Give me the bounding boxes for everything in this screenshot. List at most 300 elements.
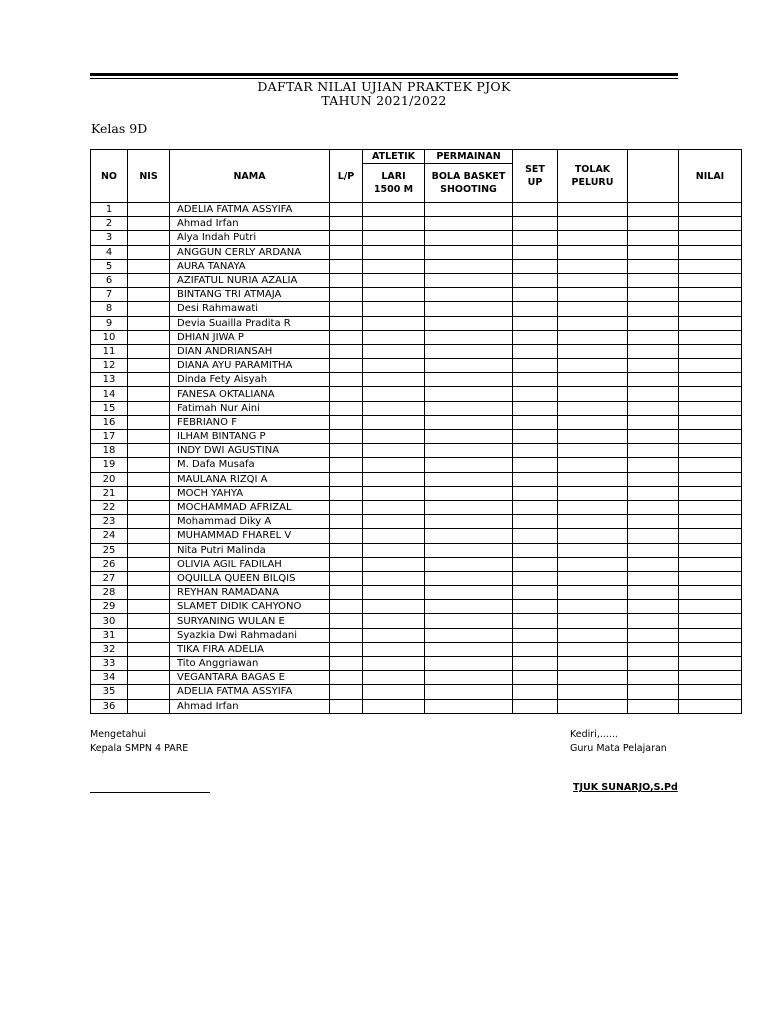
cell-lp (330, 628, 363, 642)
cell-lp (330, 571, 363, 585)
cell-lari (363, 387, 425, 401)
cell-lari (363, 288, 425, 302)
cell-basket (425, 529, 513, 543)
cell-name: ILHAM BINTANG P (170, 430, 330, 444)
cell-no: 25 (91, 543, 128, 557)
cell-name: DIANA AYU PARAMITHA (170, 359, 330, 373)
cell-tolak (558, 217, 628, 231)
table-row (91, 600, 742, 614)
cell-lari (363, 373, 425, 387)
cell-lari (363, 401, 425, 415)
cell-blank (628, 614, 679, 628)
cell-blank (628, 515, 679, 529)
cell-lari (363, 657, 425, 671)
cell-tolak (558, 330, 628, 344)
class-label: Kelas 9D (91, 121, 148, 136)
cell-lp (330, 288, 363, 302)
cell-tolak (558, 231, 628, 245)
cell-basket (425, 273, 513, 287)
cell-setup (513, 273, 558, 287)
cell-lp (330, 344, 363, 358)
cell-nis (128, 217, 170, 231)
cell-no: 36 (91, 699, 128, 713)
cell-name: Devia Suailla Pradita R (170, 316, 330, 330)
table-row (91, 288, 742, 302)
cell-no: 7 (91, 288, 128, 302)
cell-name: OLIVIA AGIL FADILAH (170, 557, 330, 571)
cell-setup (513, 373, 558, 387)
cell-setup (513, 330, 558, 344)
cell-nis (128, 302, 170, 316)
cell-nilai (679, 500, 742, 514)
cell-nis (128, 444, 170, 458)
cell-nilai (679, 316, 742, 330)
cell-nilai (679, 401, 742, 415)
cell-lp (330, 430, 363, 444)
cell-no: 22 (91, 500, 128, 514)
cell-tolak (558, 472, 628, 486)
cell-no: 23 (91, 515, 128, 529)
cell-name: DIAN ANDRIANSAH (170, 344, 330, 358)
cell-lp (330, 330, 363, 344)
cell-nilai (679, 685, 742, 699)
cell-tolak (558, 430, 628, 444)
cell-basket (425, 472, 513, 486)
cell-lari (363, 515, 425, 529)
cell-tolak (558, 344, 628, 358)
table-row (91, 344, 742, 358)
cell-lp (330, 415, 363, 429)
table-row (91, 245, 742, 259)
cell-tolak (558, 685, 628, 699)
cell-tolak (558, 628, 628, 642)
cell-lari (363, 642, 425, 656)
document-title: DAFTAR NILAI UJIAN PRAKTEK PJOK (257, 79, 511, 94)
header-atletik: ATLETIK (363, 150, 425, 164)
cell-name: Alya Indah Putri (170, 231, 330, 245)
cell-setup (513, 259, 558, 273)
cell-nis (128, 288, 170, 302)
cell-nilai (679, 642, 742, 656)
cell-lp (330, 515, 363, 529)
cell-basket (425, 571, 513, 585)
cell-basket (425, 316, 513, 330)
cell-name: FEBRIANO F (170, 415, 330, 429)
table-row (91, 529, 742, 543)
cell-name: ANGGUN CERLY ARDANA (170, 245, 330, 259)
header-lari: LARI 1500 M (363, 164, 425, 203)
cell-blank (628, 387, 679, 401)
cell-blank (628, 344, 679, 358)
cell-lari (363, 543, 425, 557)
cell-blank (628, 373, 679, 387)
cell-basket (425, 628, 513, 642)
cell-lp (330, 642, 363, 656)
cell-blank (628, 444, 679, 458)
table-row (91, 657, 742, 671)
cell-no: 18 (91, 444, 128, 458)
principal-signature-line (90, 792, 210, 793)
cell-blank (628, 415, 679, 429)
cell-setup (513, 359, 558, 373)
cell-nilai (679, 373, 742, 387)
cell-tolak (558, 203, 628, 217)
cell-no: 13 (91, 373, 128, 387)
cell-lari (363, 500, 425, 514)
cell-basket (425, 430, 513, 444)
cell-nilai (679, 387, 742, 401)
cell-nilai (679, 600, 742, 614)
cell-lp (330, 359, 363, 373)
cell-setup (513, 571, 558, 585)
cell-no: 10 (91, 330, 128, 344)
cell-lari (363, 628, 425, 642)
cell-lp (330, 203, 363, 217)
cell-setup (513, 543, 558, 557)
cell-no: 19 (91, 458, 128, 472)
cell-nis (128, 415, 170, 429)
header-nilai: NILAI (679, 150, 742, 203)
cell-no: 15 (91, 401, 128, 415)
cell-lp (330, 500, 363, 514)
cell-tolak (558, 529, 628, 543)
cell-setup (513, 515, 558, 529)
cell-blank (628, 657, 679, 671)
cell-nis (128, 600, 170, 614)
table-row (91, 273, 742, 287)
cell-nilai (679, 359, 742, 373)
table-row (91, 543, 742, 557)
cell-name: ADELIA FATMA ASSYIFA (170, 685, 330, 699)
cell-tolak (558, 586, 628, 600)
cell-lari (363, 586, 425, 600)
cell-tolak (558, 288, 628, 302)
cell-lari (363, 330, 425, 344)
cell-lari (363, 685, 425, 699)
cell-no: 1 (91, 203, 128, 217)
cell-blank (628, 231, 679, 245)
cell-blank (628, 359, 679, 373)
cell-basket (425, 373, 513, 387)
cell-blank (628, 571, 679, 585)
cell-basket (425, 586, 513, 600)
cell-setup (513, 415, 558, 429)
table-row (91, 586, 742, 600)
cell-no: 16 (91, 415, 128, 429)
cell-nis (128, 699, 170, 713)
table-row (91, 444, 742, 458)
cell-lp (330, 557, 363, 571)
cell-tolak (558, 373, 628, 387)
cell-blank (628, 500, 679, 514)
cell-name: Dinda Fety Aisyah (170, 373, 330, 387)
cell-nilai (679, 259, 742, 273)
header-set-up: SET UP (513, 150, 558, 203)
cell-no: 6 (91, 273, 128, 287)
cell-no: 32 (91, 642, 128, 656)
cell-tolak (558, 614, 628, 628)
cell-nilai (679, 586, 742, 600)
cell-blank (628, 401, 679, 415)
cell-nilai (679, 430, 742, 444)
cell-name: MUHAMMAD FHAREL V (170, 529, 330, 543)
cell-lp (330, 472, 363, 486)
cell-tolak (558, 557, 628, 571)
cell-lp (330, 373, 363, 387)
footer-acknowledge: Mengetahui (90, 729, 147, 740)
cell-name: Desi Rahmawati (170, 302, 330, 316)
cell-no: 5 (91, 259, 128, 273)
cell-tolak (558, 316, 628, 330)
cell-lp (330, 458, 363, 472)
cell-nilai (679, 472, 742, 486)
cell-nilai (679, 486, 742, 500)
header-rule-thick (90, 73, 678, 76)
cell-lari (363, 273, 425, 287)
table-row (91, 203, 742, 217)
cell-name: TIKA FIRA ADELIA (170, 642, 330, 656)
cell-basket (425, 302, 513, 316)
cell-name: AURA TANAYA (170, 259, 330, 273)
cell-blank (628, 642, 679, 656)
cell-nis (128, 614, 170, 628)
cell-nilai (679, 344, 742, 358)
cell-nis (128, 231, 170, 245)
cell-nilai (679, 458, 742, 472)
cell-no: 8 (91, 302, 128, 316)
cell-setup (513, 628, 558, 642)
cell-nis (128, 642, 170, 656)
cell-name: Ahmad Irfan (170, 217, 330, 231)
cell-blank (628, 628, 679, 642)
cell-tolak (558, 444, 628, 458)
table-row (91, 699, 742, 713)
cell-lari (363, 245, 425, 259)
cell-basket (425, 203, 513, 217)
table-row (91, 217, 742, 231)
cell-lp (330, 529, 363, 543)
cell-basket (425, 557, 513, 571)
cell-nilai (679, 288, 742, 302)
cell-lp (330, 259, 363, 273)
cell-basket (425, 486, 513, 500)
cell-setup (513, 500, 558, 514)
cell-blank (628, 217, 679, 231)
cell-basket (425, 515, 513, 529)
cell-name: Fatimah Nur Aini (170, 401, 330, 415)
cell-lari (363, 359, 425, 373)
cell-lp (330, 302, 363, 316)
cell-tolak (558, 359, 628, 373)
table-row (91, 614, 742, 628)
cell-nilai (679, 415, 742, 429)
cell-lari (363, 458, 425, 472)
cell-setup (513, 444, 558, 458)
cell-setup (513, 699, 558, 713)
cell-setup (513, 203, 558, 217)
cell-setup (513, 614, 558, 628)
cell-setup (513, 231, 558, 245)
cell-name: MOCH YAHYA (170, 486, 330, 500)
cell-blank (628, 330, 679, 344)
cell-lari (363, 302, 425, 316)
cell-name: M. Dafa Musafa (170, 458, 330, 472)
cell-lari (363, 316, 425, 330)
cell-nilai (679, 217, 742, 231)
cell-lari (363, 415, 425, 429)
cell-blank (628, 600, 679, 614)
cell-no: 29 (91, 600, 128, 614)
cell-nilai (679, 330, 742, 344)
cell-setup (513, 245, 558, 259)
cell-nilai (679, 529, 742, 543)
cell-blank (628, 273, 679, 287)
cell-nis (128, 401, 170, 415)
header-no: NO (91, 150, 128, 203)
header-lp: L/P (330, 150, 363, 203)
cell-name: VEGANTARA BAGAS E (170, 671, 330, 685)
cell-lp (330, 245, 363, 259)
cell-name: DHIAN JIWA P (170, 330, 330, 344)
cell-no: 4 (91, 245, 128, 259)
cell-blank (628, 472, 679, 486)
cell-nis (128, 586, 170, 600)
table-row (91, 330, 742, 344)
cell-lari (363, 529, 425, 543)
cell-lari (363, 203, 425, 217)
cell-nis (128, 203, 170, 217)
cell-lp (330, 231, 363, 245)
cell-nis (128, 344, 170, 358)
footer-principal: Kepala SMPN 4 PARE (90, 743, 189, 754)
cell-lp (330, 486, 363, 500)
cell-setup (513, 458, 558, 472)
cell-setup (513, 671, 558, 685)
cell-nilai (679, 543, 742, 557)
cell-name: Nita Putri Malinda (170, 543, 330, 557)
cell-nis (128, 571, 170, 585)
table-row (91, 302, 742, 316)
grades-table (90, 149, 742, 714)
table-row (91, 415, 742, 429)
cell-tolak (558, 259, 628, 273)
teacher-name: TJUK SUNARJO,S.Pd (573, 782, 678, 793)
cell-basket (425, 671, 513, 685)
cell-name: FANESA OKTALIANA (170, 387, 330, 401)
cell-nis (128, 359, 170, 373)
cell-name: Ahmad Irfan (170, 699, 330, 713)
cell-no: 28 (91, 586, 128, 600)
cell-lp (330, 614, 363, 628)
cell-lari (363, 430, 425, 444)
cell-nilai (679, 273, 742, 287)
cell-nilai (679, 657, 742, 671)
table-row (91, 359, 742, 373)
cell-lp (330, 543, 363, 557)
table-row (91, 500, 742, 514)
cell-tolak (558, 657, 628, 671)
cell-basket (425, 217, 513, 231)
cell-lari (363, 671, 425, 685)
cell-name: Syazkia Dwi Rahmadani (170, 628, 330, 642)
cell-no: 24 (91, 529, 128, 543)
table-row (91, 373, 742, 387)
cell-no: 30 (91, 614, 128, 628)
header-permainan: PERMAINAN (425, 150, 513, 164)
cell-lari (363, 486, 425, 500)
cell-name: MAULANA RIZQI A (170, 472, 330, 486)
cell-blank (628, 699, 679, 713)
cell-basket (425, 387, 513, 401)
cell-lari (363, 259, 425, 273)
cell-nis (128, 259, 170, 273)
cell-basket (425, 600, 513, 614)
cell-no: 26 (91, 557, 128, 571)
cell-basket (425, 699, 513, 713)
table-row (91, 430, 742, 444)
cell-basket (425, 642, 513, 656)
cell-lari (363, 472, 425, 486)
cell-setup (513, 472, 558, 486)
cell-lp (330, 657, 363, 671)
cell-tolak (558, 699, 628, 713)
cell-name: Tito Anggriawan (170, 657, 330, 671)
cell-no: 11 (91, 344, 128, 358)
cell-blank (628, 557, 679, 571)
cell-nilai (679, 245, 742, 259)
cell-lp (330, 387, 363, 401)
cell-name: AZIFATUL NURIA AZALIA (170, 273, 330, 287)
cell-tolak (558, 486, 628, 500)
cell-blank (628, 458, 679, 472)
table-row (91, 642, 742, 656)
cell-lp (330, 401, 363, 415)
cell-name: ADELIA FATMA ASSYIFA (170, 203, 330, 217)
cell-nis (128, 671, 170, 685)
cell-nilai (679, 571, 742, 585)
cell-lp (330, 685, 363, 699)
cell-basket (425, 415, 513, 429)
cell-name: INDY DWI AGUSTINA (170, 444, 330, 458)
cell-basket (425, 288, 513, 302)
cell-lari (363, 699, 425, 713)
cell-basket (425, 614, 513, 628)
cell-no: 17 (91, 430, 128, 444)
document-year: TAHUN 2021/2022 (321, 93, 447, 108)
cell-lp (330, 217, 363, 231)
table-row (91, 458, 742, 472)
cell-setup (513, 600, 558, 614)
header-nis: NIS (128, 150, 170, 203)
cell-nilai (679, 614, 742, 628)
cell-setup (513, 557, 558, 571)
cell-blank (628, 529, 679, 543)
table-row (91, 486, 742, 500)
cell-basket (425, 500, 513, 514)
cell-tolak (558, 543, 628, 557)
header-nama: NAMA (170, 150, 330, 203)
header-bola-basket: BOLA BASKET SHOOTING (425, 164, 513, 203)
cell-setup (513, 302, 558, 316)
cell-tolak (558, 387, 628, 401)
cell-tolak (558, 671, 628, 685)
cell-basket (425, 657, 513, 671)
cell-name: REYHAN RAMADANA (170, 586, 330, 600)
cell-blank (628, 671, 679, 685)
cell-no: 33 (91, 657, 128, 671)
cell-nis (128, 557, 170, 571)
table-row (91, 685, 742, 699)
